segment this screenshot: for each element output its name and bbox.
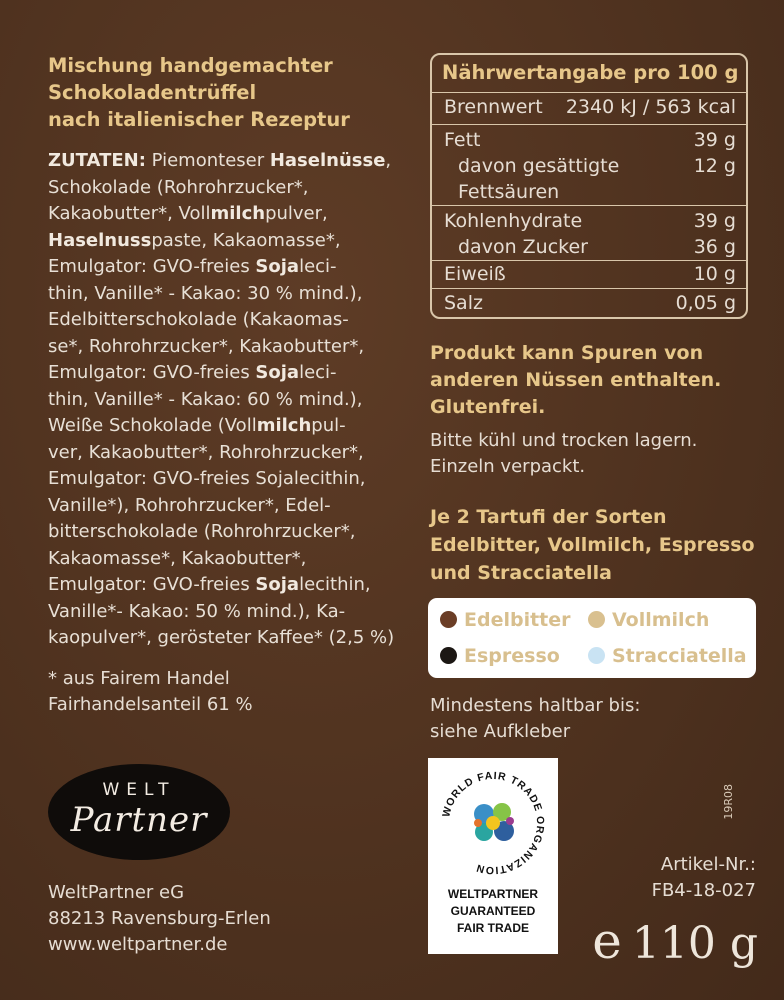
ingredient-text: Kakaobutter*, Voll: [48, 203, 211, 224]
ingredient-highlight: ZUTATEN:: [48, 150, 146, 171]
sugar-label: davon Zucker: [458, 236, 588, 258]
salt-value: 0,05 g: [675, 292, 736, 314]
ingredient-text: Emulgator: GVO-freies: [48, 362, 256, 383]
ingredient-text: leci-: [299, 362, 337, 383]
ingredient-text: pul-: [311, 415, 346, 436]
protein-value: 10 g: [693, 263, 736, 285]
allergen-line: anderen Nüssen enthalten.: [430, 369, 722, 391]
ingredient-line: [48, 228, 388, 255]
wfto-label: [428, 758, 558, 954]
storage-notice: [430, 428, 770, 480]
carb-label: Kohlenhydrate: [444, 210, 583, 232]
ingredients-list: [48, 148, 395, 652]
ingredient-line: [48, 599, 388, 626]
saturated-label: davon gesättigte: [458, 155, 620, 177]
ingredient-line: [48, 201, 388, 228]
legend-label: Edelbitter: [464, 609, 571, 631]
legend-item-stracciatella: [588, 645, 747, 667]
legend-item-espresso: [440, 645, 560, 667]
dot-icon: [588, 647, 605, 664]
company-website: www.weltpartner.de: [48, 934, 228, 955]
wfto-line: WELTPARTNER: [447, 887, 539, 901]
energy-label: Brennwert: [444, 96, 543, 118]
legend-item-vollmilch: [588, 609, 709, 631]
ingredient-line: [48, 254, 388, 281]
best-before-line: siehe Aufkleber: [430, 721, 571, 742]
ingredient-text: ver, Kakaobutter*, Rohrohrzucker*,: [48, 441, 364, 463]
ingredient-text: Emulgator: GVO-freies: [48, 256, 256, 277]
wfto-guarantee-text: [428, 886, 558, 937]
legend-label: Stracciatella: [612, 645, 747, 667]
ingredient-text: Weiße Schokolade (Voll: [48, 415, 257, 436]
storage-line: Einzeln verpackt.: [430, 456, 586, 477]
ingredient-highlight: Soja: [255, 574, 300, 595]
ingredient-text: pulver,: [265, 203, 328, 224]
ingredient-line: [48, 519, 388, 546]
estimated-sign-icon: e: [592, 912, 622, 970]
ingredient-text: se*, Rohrohrzucker*, Kakaobutter*,: [48, 335, 365, 357]
dot-icon: [588, 611, 605, 628]
batch-code: 19R08: [722, 784, 735, 820]
protein-label: Eiweiß: [444, 263, 506, 285]
saturated-label-2: Fettsäuren: [458, 181, 560, 203]
legend-label: Espresso: [464, 645, 560, 667]
energy-value: 2340 kJ / 563 kcal: [565, 96, 736, 118]
flavor-legend: [428, 598, 756, 678]
net-weight: [592, 912, 758, 970]
fat-value: 39 g: [693, 129, 736, 151]
ingredient-text: bitterschokolade (Rohrohrzucker*,: [48, 521, 356, 542]
company-city: 88213 Ravensburg-Erlen: [48, 908, 271, 929]
nutrition-table: [430, 53, 748, 319]
article-value: FB4-18-027: [651, 880, 756, 901]
fat-label: Fett: [444, 129, 481, 151]
ingredient-line: [48, 625, 395, 652]
ingredient-text: thin, Vanille* - Kakao: 30 % mind.),: [48, 282, 363, 304]
ingredient-highlight: Soja: [255, 362, 300, 383]
ingredient-text: Kakaomasse*, Kakaobutter*,: [48, 547, 307, 569]
ingredient-highlight: Haselnuss: [48, 229, 152, 251]
ingredient-line: [48, 148, 392, 175]
allergen-line: Glutenfrei.: [430, 396, 546, 418]
ingredient-text: leci-: [299, 256, 337, 277]
ingredient-line: [48, 440, 388, 467]
company-address: [48, 880, 271, 958]
ingredient-highlight: Soja: [255, 256, 300, 277]
nutrition-row-fat: [432, 124, 746, 209]
ingredient-text: Schokolade (Rohrohrzucker*,: [48, 176, 309, 198]
storage-line: Bitte kühl und trocken lagern.: [430, 430, 698, 451]
varieties-line: Edelbitter, Vollmilch, Espresso: [430, 534, 755, 556]
wfto-line: GUARANTEED: [450, 904, 536, 918]
ingredient-line: [48, 334, 388, 361]
ingredient-line: [48, 387, 388, 414]
ingredient-text: Piemonteser: [145, 150, 270, 171]
ingredient-highlight: Haselnüsse: [269, 150, 386, 171]
ingredient-text: ,: [385, 150, 392, 171]
company-name: WeltPartner eG: [48, 882, 185, 903]
article-label: Artikel-Nr.:: [660, 854, 756, 875]
varieties-line: Je 2 Tartufi der Sorten: [430, 506, 667, 528]
varieties-text: [430, 503, 770, 587]
ingredient-line: [48, 546, 388, 573]
saturated-value: 12 g: [693, 155, 736, 177]
weight-value: 110 g: [631, 918, 758, 969]
ingredient-text: kaopulver*, gerösteter Kaffee* (2,5 %): [48, 627, 395, 648]
logo-text-bottom: Partner: [70, 800, 208, 840]
logo-text-top: WELT: [102, 780, 176, 800]
legend-item-edelbitter: [440, 609, 571, 631]
ingredient-text: paste, Kakaomasse*,: [151, 229, 341, 251]
wfto-logo-icon: [438, 768, 548, 878]
carb-value: 39 g: [693, 210, 736, 232]
nutrition-row-salt: [432, 288, 746, 318]
footnote-line: Fairhandelsanteil 61 %: [48, 694, 253, 715]
sugar-value: 36 g: [693, 236, 736, 258]
ingredient-text: thin, Vanille* - Kakao: 60 % mind.),: [48, 388, 363, 410]
wfto-line: FAIR TRADE: [457, 921, 529, 935]
ingredient-text: Emulgator: GVO-freies Sojalecithin,: [48, 468, 366, 489]
ingredient-text: Vanille*), Rohrohrzucker*, Edel-: [48, 494, 331, 516]
weltpartner-logo: [48, 764, 230, 860]
fair-trade-footnote: [48, 666, 253, 718]
dot-icon: [440, 647, 457, 664]
varieties-line: und Stracciatella: [430, 562, 612, 584]
ingredient-line: [48, 175, 388, 202]
ingredient-line: [48, 281, 388, 308]
allergen-notice: [430, 340, 760, 421]
product-heading: [48, 52, 408, 133]
dot-icon: [440, 611, 457, 628]
wfto-ring-text: WORLD FAIR TRADE ORGANIZATION: [440, 769, 547, 877]
footnote-line: * aus Fairem Handel: [48, 668, 230, 689]
nutrition-row-protein: [432, 260, 746, 290]
nutrition-row-energy: [432, 92, 746, 125]
ingredient-line: [48, 466, 388, 493]
ingredient-text: Edelbitterschokolade (Kakaomas-: [48, 309, 349, 330]
ingredient-highlight: milch: [210, 203, 266, 224]
salt-label: Salz: [444, 292, 483, 314]
best-before-line: Mindestens haltbar bis:: [430, 695, 641, 716]
ingredient-line: [48, 572, 388, 599]
ingredient-line: [48, 360, 388, 387]
heading-line: Mischung handgemachter: [48, 54, 333, 77]
ingredient-line: [48, 493, 388, 520]
nutrition-row-carbs: [432, 205, 746, 262]
heading-line: Schokoladentrüffel: [48, 81, 257, 104]
ingredient-text: Vanille*- Kakao: 50 % mind.), Ka-: [48, 600, 346, 622]
nutrition-title: Nährwertangabe pro 100 g: [442, 61, 739, 84]
best-before-notice: [430, 693, 640, 745]
legend-label: Vollmilch: [612, 609, 710, 631]
ingredient-text: lecithin,: [299, 574, 371, 595]
heading-line: nach italienischer Rezeptur: [48, 108, 350, 131]
article-number: [652, 852, 756, 904]
ingredient-line: [48, 413, 388, 440]
ingredient-highlight: milch: [256, 415, 312, 436]
allergen-line: Produkt kann Spuren von: [430, 342, 704, 364]
ingredient-line: [48, 307, 388, 334]
ingredient-text: Emulgator: GVO-freies: [48, 574, 256, 595]
